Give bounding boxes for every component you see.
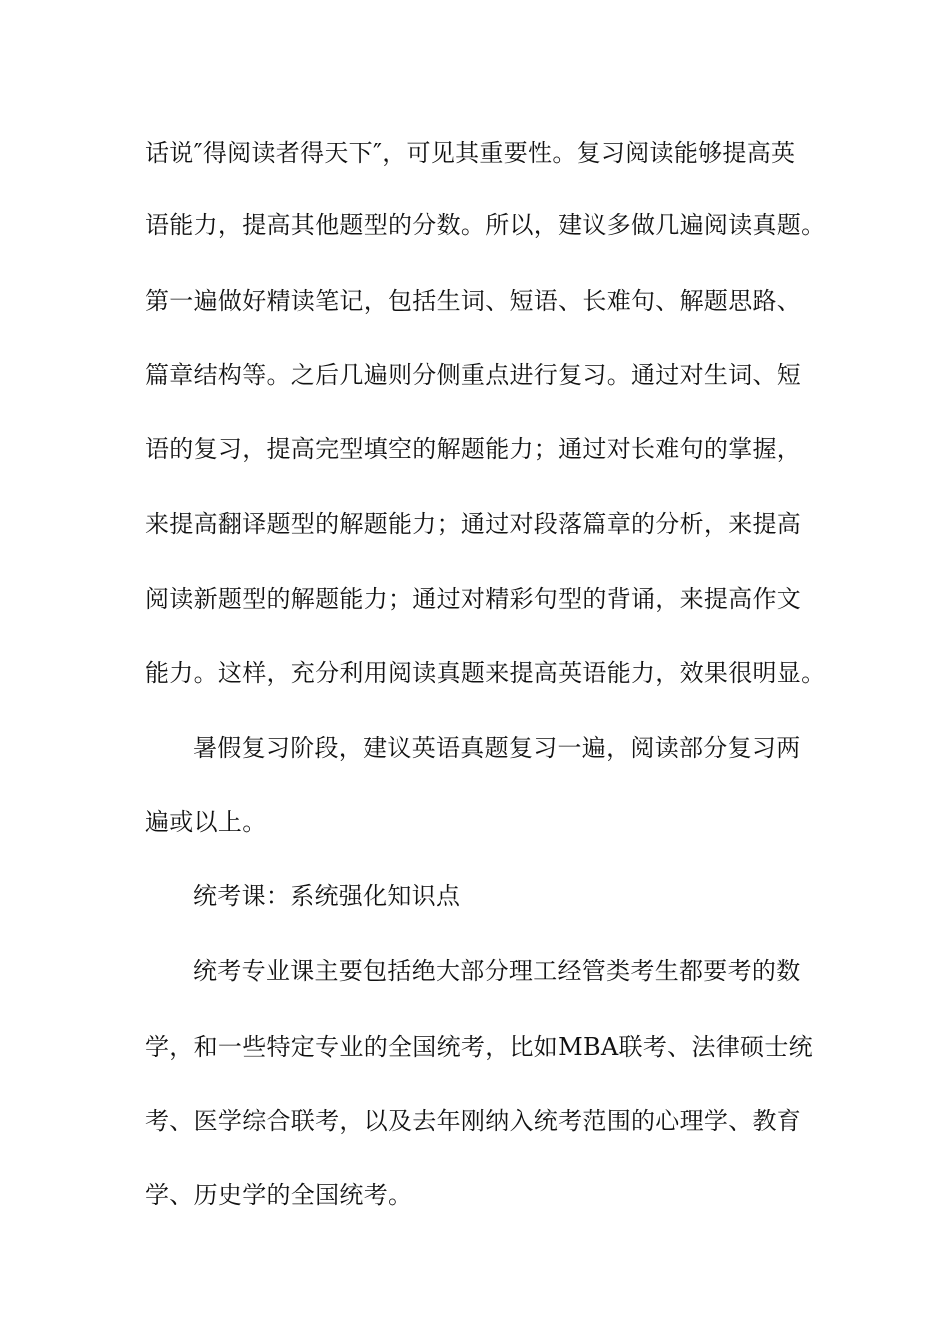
text-line: 遍或以上。 [145,808,267,836]
text-line: 来提高翻译题型的解题能力；通过对段落篇章的分析，来提高 [145,510,802,538]
paragraph-first-line: 暑假复习阶段，建议英语真题复习一遍，阅读部分复习两 [193,734,801,762]
paragraph-first-line: 统考专业课主要包括绝大部分理工经管类考生都要考的数 [193,957,801,985]
text-line: 能力。这样，充分利用阅读真题来提高英语能力，效果很明显。 [145,659,826,687]
text-line: 学、历史学的全国统考。 [145,1181,413,1209]
text-line: 语的复习，提高完型填空的解题能力；通过对长难句的掌握， [145,435,802,463]
text-line: 阅读新题型的解题能力；通过对精彩句型的背诵，来提高作文 [145,585,802,613]
text-line: 考、医学综合联考，以及去年刚纳入统考范围的心理学、教育 [145,1107,802,1135]
text-line: 第一遍做好精读笔记，包括生词、短语、长难句、解题思路、 [145,287,802,315]
text-line: 篇章结构等。之后几遍则分侧重点进行复习。通过对生词、短 [145,361,802,389]
section-heading: 统考课：系统强化知识点 [193,882,461,910]
text-line: 学，和一些特定专业的全国统考，比如MBA联考、法律硕士统 [145,1033,813,1061]
text-line: 话说″得阅读者得天下″，可见其重要性。复习阅读能够提高英 [145,139,796,167]
text-line: 语能力，提高其他题型的分数。所以，建议多做几遍阅读真题。 [145,211,826,239]
